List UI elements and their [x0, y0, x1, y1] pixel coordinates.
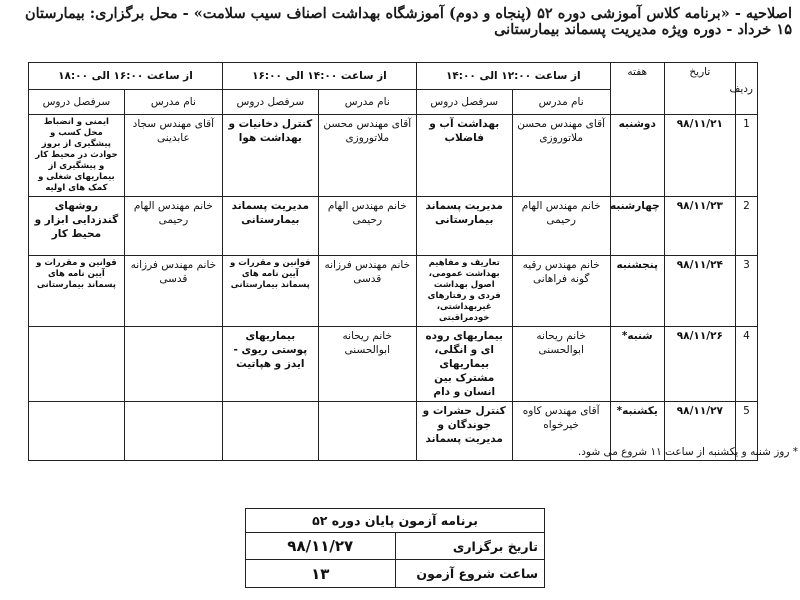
slot1-course: تعاریف و مفاهیم بهداشت عمومی، اصول بهداشت فردی و رفتارهای غیربهداشتی، خودمراقبتی — [416, 256, 512, 327]
header-course: سرفصل دروس — [222, 90, 318, 115]
slot2-teacher: خانم مهندس الهام رحیمی — [318, 197, 416, 256]
slot1-course: بهداشت آب و فاضلاب — [416, 115, 512, 197]
slot2-course: کنترل دخانیات و بهداشت هوا — [222, 115, 318, 197]
row-number: 3 — [735, 256, 757, 327]
row-date: ۹۸/۱۱/۲۷ — [664, 402, 735, 461]
slot3-course: ایمنی و انضباط محل کسب و پیشگیری از بروز حوادث در محیط کار و پیشگیری از بیماریهای شغلی و کمک های اولیه — [29, 115, 125, 197]
exam-date-label: تاریخ برگزاری — [395, 532, 545, 560]
slot1-teacher: خانم مهندس الهام رحیمی — [512, 197, 610, 256]
table-row — [29, 256, 758, 327]
table-row — [29, 327, 758, 402]
schedule-table — [28, 62, 758, 461]
slot2-course: مدیریت پسماند بیمارستانی — [222, 197, 318, 256]
slot2-teacher: خانم مهندس فرزانه قدسی — [318, 256, 416, 327]
slot1-teacher: آقای مهندس محسن ملاتوروزی — [512, 115, 610, 197]
slot3-course — [29, 402, 125, 461]
exam-time-label: ساعت شروع آزمون — [395, 560, 545, 588]
slot1-teacher: خانم ریحانه ابوالحسنی — [512, 327, 610, 402]
header-teacher: نام مدرس — [318, 90, 416, 115]
row-day: پنجشنبه — [610, 256, 664, 327]
row-day: چهارشنبه — [610, 197, 664, 256]
slot1-course: کنترل حشرات و جوندگان و مدیریت پسماند — [416, 402, 512, 461]
slot2-course: قوانین و مقررات و آیین نامه های پسماند بیمارستانی — [222, 256, 318, 327]
slot3-teacher — [124, 327, 222, 402]
header-slot-3: از ساعت ۱۶:۰۰ الی ۱۸:۰۰ — [29, 63, 223, 90]
slot1-teacher: خانم مهندس رقیه گونه فراهانی — [512, 256, 610, 327]
slot3-teacher — [124, 402, 222, 461]
header-date: تاریخ — [664, 63, 735, 115]
slot2-teacher: آقای مهندس محسن ملاتوروزی — [318, 115, 416, 197]
header-day: هفته — [610, 63, 664, 115]
row-number: 4 — [735, 327, 757, 402]
slot1-teacher: آقای مهندس کاوه خیرخواه — [512, 402, 610, 461]
row-date: ۹۸/۱۱/۲۴ — [664, 256, 735, 327]
row-date: ۹۸/۱۱/۲۶ — [664, 327, 735, 402]
weekend-note: * روز شنبه و یکشنبه از ساعت ۱۱ شروع می شود. — [577, 446, 798, 458]
slot3-teacher: خانم مهندس فرزانه قدسی — [124, 256, 222, 327]
slot3-course: روشهای گندزدایی ابزار و محیط کار — [29, 197, 125, 256]
row-day: دوشنبه — [610, 115, 664, 197]
page-title: اصلاحیه - «برنامه کلاس آموزشی دوره ۵۲ (پنجاه و دوم) آموزشگاه بهداشت اصناف سیب سلامت» - محل برگزاری: بیمارستان ۱۵ خرداد - دوره ویژه مدیریت پسماند بیمارستانی — [24, 5, 792, 38]
exam-time-value: ۱۳ — [246, 560, 396, 588]
slot3-course: قوانین و مقررات و آیین نامه های پسماند بیمارستانی — [29, 256, 125, 327]
header-course: سرفصل دروس — [29, 90, 125, 115]
row-day: شنبه* — [610, 327, 664, 402]
table-row — [29, 115, 758, 197]
table-row — [29, 197, 758, 256]
row-date: ۹۸/۱۱/۲۱ — [664, 115, 735, 197]
exam-table — [245, 508, 545, 588]
header-radif: ردیف — [735, 63, 757, 115]
header-slot-2: از ساعت ۱۴:۰۰ الی ۱۶:۰۰ — [222, 63, 416, 90]
slot2-course: بیماریهای پوستی ریوی - ایدز و هپاتیت — [222, 327, 318, 402]
row-number: 5 — [735, 402, 757, 461]
row-date: ۹۸/۱۱/۲۳ — [664, 197, 735, 256]
exam-title: برنامه آزمون پایان دوره ۵۲ — [246, 509, 545, 533]
row-number: 1 — [735, 115, 757, 197]
slot3-teacher: خانم مهندس الهام رحیمی — [124, 197, 222, 256]
header-teacher: نام مدرس — [124, 90, 222, 115]
header-course: سرفصل دروس — [416, 90, 512, 115]
row-day: یکشنبه* — [610, 402, 664, 461]
slot1-course: بیماریهای روده ای و انگلی، بیماریهای مشترک بین انسان و دام — [416, 327, 512, 402]
row-number: 2 — [735, 197, 757, 256]
header-teacher: نام مدرس — [512, 90, 610, 115]
slot3-teacher: آقای مهندس سجاد عابدینی — [124, 115, 222, 197]
header-slot-1: از ساعت ۱۲:۰۰ الی ۱۴:۰۰ — [416, 63, 610, 90]
slot1-course: مدیریت پسماند بیمارستانی — [416, 197, 512, 256]
slot2-teacher: خانم ریحانه ابوالحسنی — [318, 327, 416, 402]
slot3-course — [29, 327, 125, 402]
exam-date-value: ۹۸/۱۱/۲۷ — [246, 532, 396, 560]
